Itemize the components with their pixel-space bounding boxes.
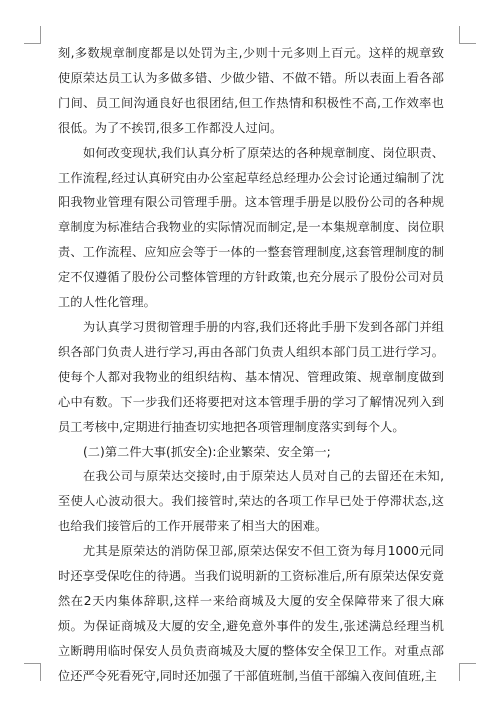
paragraph: 在我公司与原荣达交接时,由于原荣达人员对自己的去留还在未知,至使人心波动很大。我们接管时,荣达的各项工作早已处于停滞状态,这也给我们接管后的工作开展带来了相当大的困难。 (58, 469, 444, 534)
crop-mark-top-left-vertical (40, 26, 41, 44)
paragraph: 刻,多数规章制度都是以处罚为主,少则十元多则上百元。这样的规章致使原荣达员工认为多做多错、少做少错、不做不错。所以表面上看各部门间、员工间沟通良好也很团结,但工作热情和积极性不高,工作效率也很低。为了不挨罚,很多工作都没人过问。 (58, 46, 444, 135)
crop-mark-bottom-right-vertical (459, 663, 460, 681)
crop-mark-top-right-vertical (459, 26, 460, 44)
crop-mark-bottom-left-horizontal (24, 663, 41, 664)
paragraph: 尤其是原荣达的消防保卫部,原荣达保安不但工资为每月1000元同时还享受保吃住的待遇。当我们说明新的工资标准后,所有原荣达保安竟然在2天内集体辞职,这样一来给商城及大厦的安全保障带来了很大麻烦。为保证商城及大厦的安全,避免意外事件的发生,张述满总经理当机立断聘用临时保安人员负责商城及大厦的整体安全保卫工作。对重点部位还严令死看死守,同时还加强了干部值班制,当值干部编入夜间值班,主 (58, 544, 444, 683)
crop-mark-top-right-horizontal (459, 43, 476, 44)
paragraph: 如何改变现状,我们认真分析了原荣达的各种规章制度、岗位职责、工作流程,经过认真研究由办公室起草经总经理办公会讨论通过编制了沈阳我物业管理有限公司管理手册。这本管理手册是以股份公司的各种规章制度为标准结合我物业的实际情况而制定,是一本集规章制度、岗位职责、工作流程、应知应会等于一体的一整套管理制度,这套管理制度的制定不仅遵循了股份公司整体管理的方针政策,也充分展示了股份公司对员工的人性化管理。 (58, 145, 444, 310)
crop-mark-bottom-right-horizontal (459, 663, 476, 664)
document-body (58, 41, 444, 689)
crop-mark-bottom-left-vertical (40, 663, 41, 681)
crop-mark-top-left-horizontal (24, 43, 41, 44)
paragraph: 为认真学习贯彻管理手册的内容,我们还将此手册下发到各部门并组织各部门负责人进行学习,再由各部门负责人组织本部门员工进行学习。使每个人都对我物业的组织结构、基本情况、管理政策、规章制度做到心中有数。下一步我们还将要把对这本管理手册的学习了解情况列入到员工考核中,定期进行抽查切实地把各项管理制度落实到每个人。 (58, 319, 444, 434)
section-heading: (二)第二件大事(抓安全):企业繁荣、安全第一; (83, 444, 331, 459)
